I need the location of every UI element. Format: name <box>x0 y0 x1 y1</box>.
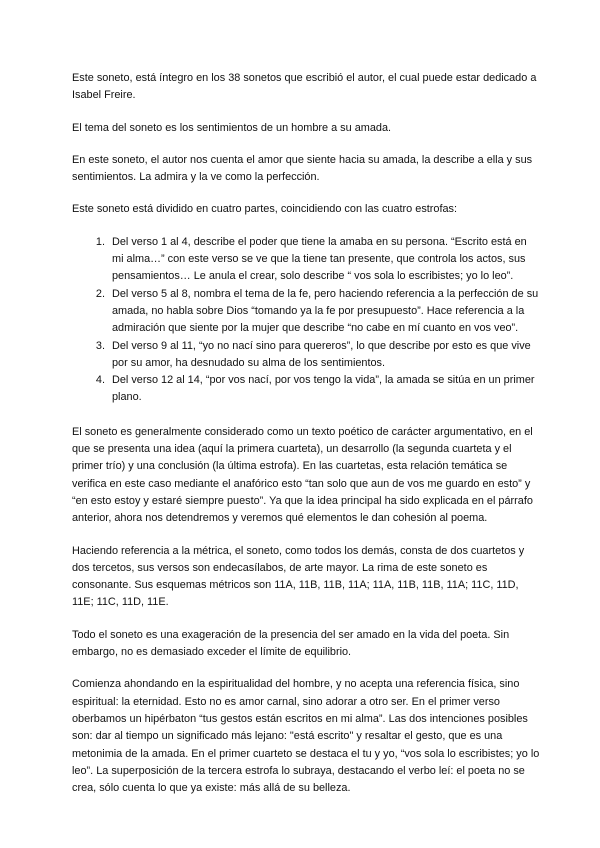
spirituality-paragraph: Comienza ahondando en la espiritualidad del hombre, y no acepta una referencia física, sino espiritual: la eternidad. Esto no es amor carnal, sino adorar a otro ser. En el primer verso oberbamos un hipérbaton “tus gestos están escritos en mi alma”. Las dos intenciones posibles son: dar al tiempo un significado más lejano: "está escrito" y resaltar el gesto, que es una metonimia de la amada. En el primer cuarteto se destaca el tu y yo, “vos sola lo escribistes; yo lo leo”. La superposición de la tercera estrofa lo subraya, destacando el verbo leí: el poeta no se crea, sólo cuenta lo que ya existe: más allá de su belleza. <box>72 678 540 795</box>
stanza-list <box>72 234 540 407</box>
intro-paragraph: Este soneto, está íntegro en los 38 sonetos que escribió el autor, el cual puede estar dedicado a Isabel Freire. <box>72 72 537 102</box>
theme-paragraph: El tema del soneto es los sentimientos de un hombre a su amada. <box>72 121 392 134</box>
list-item: 1. Del verso 1 al 4, describe el poder que tiene la amaba en su persona. “Escrito está en mi alma…” con este verso se ve que la tiene tan presente, que controla los actos, sus pensamientos… Le anula el crear, solo describe “ vos sola lo escribistes; yo lo leo”. <box>108 234 540 286</box>
list-item: 2. Del verso 5 al 8, nombra el tema de la fe, pero haciendo referencia a la perfección de su amada, no habla sobre Dios “tomando ya la fe por presupuesto”. Hace referencia a la admiración que siente por la mujer que describe “no cabe en mí cuanto en vos veo”. <box>108 286 540 338</box>
structure-paragraph: Este soneto está dividido en cuatro partes, coincidiendo con las cuatro estrofas: <box>72 203 458 216</box>
metrics-paragraph: Haciendo referencia a la métrica, el soneto, como todos los demás, consta de dos cuartetos y dos tercetos, sus versos son endecasílabos, de arte mayor. La rima de este soneto es consonante. Sus esquemas métricos son 11A, 11B, 11B, 11A; 11A, 11B, 11B, 11A; 11C, 11D, 11E; 11C, 11D, 11E. <box>72 544 525 609</box>
list-item: 3. Del verso 9 al 11, “yo no nací sino para quereros”, lo que describe por esto es que vive por su amor, ha desnudado su alma de los sentimientos. <box>108 338 540 373</box>
argument-paragraph: El soneto es generalmente considerado como un texto poético de carácter argumentativo, en el que se presenta una idea (aquí la primera cuarteta), un desarrollo (la segunda cuarteta y el primer trío) y una conclusión (la última estrofa). En las cuartetas, esta relación temática se verifica en este caso mediante el anafórico esto “tan solo que aun de vos me guardo en esto” y “en esto estoy y estaré siempre puesto”. Ya que la idea principal ha sido explicada en el párrafo anterior, ahora nos detendremos y veremos qué elementos le dan cohesión al poema. <box>72 425 533 525</box>
summary-paragraph: En este soneto, el autor nos cuenta el amor que siente hacia su amada, la describe a ella y sus sentimientos. La admira y la ve como la perfección. <box>72 153 533 184</box>
list-item: 4. Del verso 12 al 14, “por vos nací, por vos tengo la vida”, la amada se sitúa en un primer plano. <box>108 372 540 407</box>
exaggeration-paragraph: Todo el soneto es una exageración de la presencia del ser amado en la vida del poeta. Sin embargo, no es demasiado exceder el límite de equilibrio. <box>72 628 510 659</box>
